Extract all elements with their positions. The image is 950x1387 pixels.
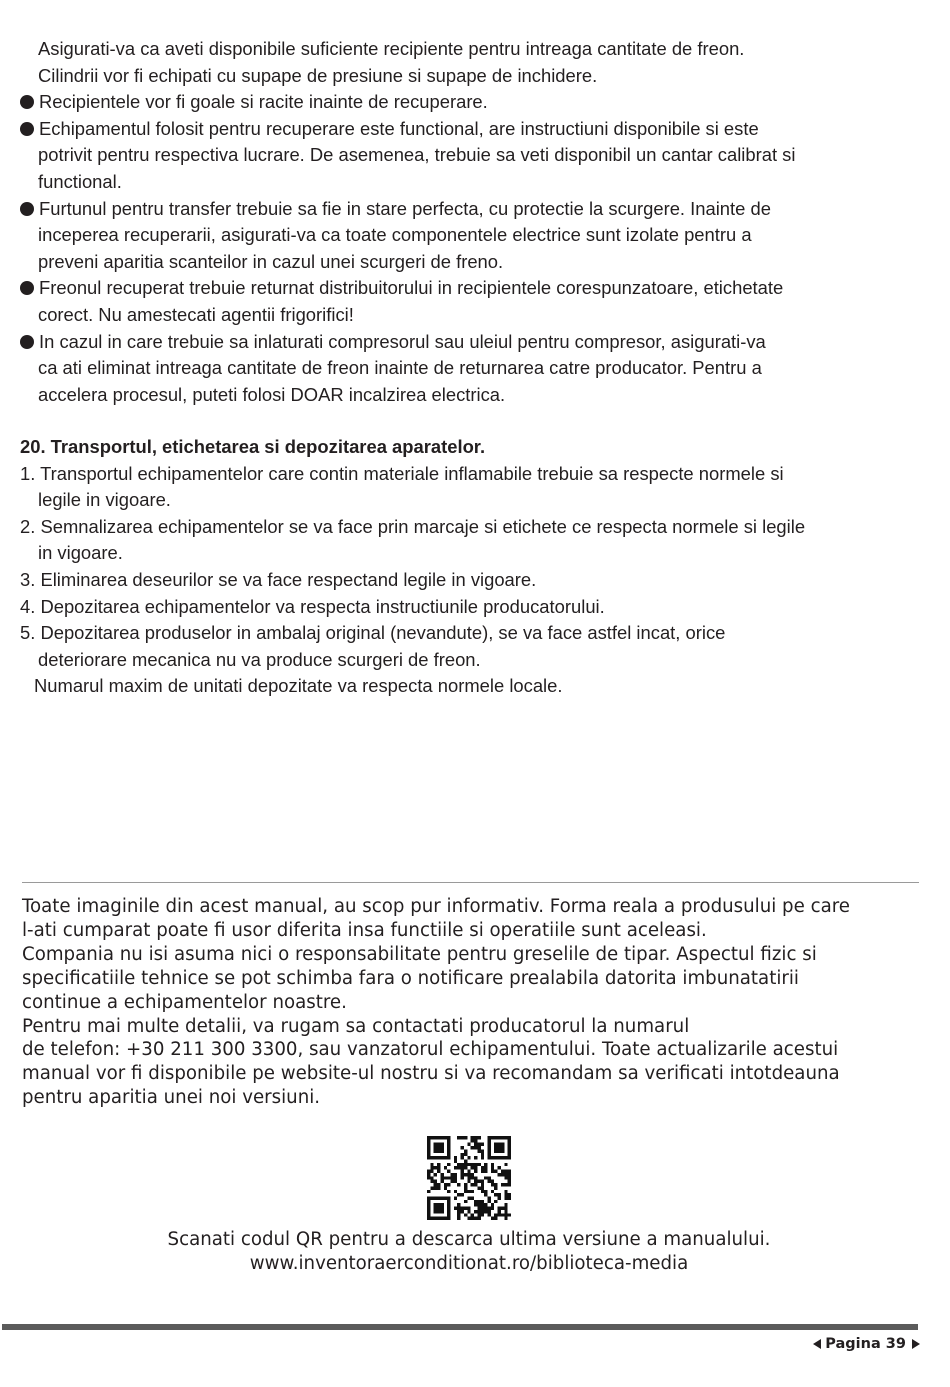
numbered-item: 4. Depozitarea echipamentelor va respecta instructiunile producatorului. <box>20 595 605 617</box>
section-heading: 20. Transportul, etichetarea si depozitarea aparatelor. <box>20 436 486 457</box>
qr-code-icon[interactable] <box>427 1136 511 1220</box>
bullet-continuation: accelera procesul, puteti folosi DOAR incalzirea electrica. <box>38 383 506 405</box>
qr-caption-block <box>0 1228 938 1276</box>
bullet-dot-icon <box>20 335 34 349</box>
bullet-item: Freonul recuperat trebuie returnat distribuitorului in recipientele corespunzatoare, etichetate <box>20 275 920 302</box>
footer-bar <box>2 1324 918 1330</box>
intro-line: Cilindrii vor fi echipati cu supape de presiune si supape de inchidere. <box>38 64 598 86</box>
next-arrow-icon <box>912 1339 920 1349</box>
bullet-continuation: corect. Nu amestecati agentii frigorifici! <box>38 303 354 325</box>
numbered-item-continuation: in vigoare. <box>38 542 123 564</box>
disclaimer-line: l-ati cumparat poate fi usor diferita insa functiile si operatiile sunt aceleasi. <box>22 919 707 941</box>
numbered-item: 1. Transportul echipamentelor care contin materiale inflamabile trebuie sa respecte normele si <box>20 462 784 484</box>
disclaimer-line: Toate imaginile din acest manual, au scop pur informativ. Forma reala a produsului pe care <box>22 896 850 917</box>
bullet-dot-icon <box>20 122 34 136</box>
intro-line: Asigurati-va ca aveti disponibile suficiente recipiente pentru intreaga cantitate de freon. <box>38 38 745 59</box>
refrigerant-recovery-text <box>20 36 920 408</box>
numbered-item: 2. Semnalizarea echipamentelor se va face prin marcaje si etichete ce respecta normele si legile <box>20 515 806 537</box>
page-indicator <box>813 1332 920 1356</box>
disclaimer-line: specificatiile tehnice se pot schimba fara o notificare prealabila datorita imbunatatirii <box>22 967 799 989</box>
bullet-item: In cazul in care trebuie sa inlaturati compresorul sau uleiul pentru compresor, asigurati-va <box>20 329 920 356</box>
qr-caption: Scanati codul QR pentru a descarca ultima versiune a manualului. <box>167 1229 771 1250</box>
bullet-dot-icon <box>20 202 34 216</box>
disclaimer-line: continue a echipamentelor noastre. <box>22 991 347 1013</box>
disclaimer-line: manual vor fi disponibile pe website-ul nostru si va recomandam sa verificati intotdeauna <box>22 1063 840 1085</box>
numbered-item: 5. Depozitarea produselor in ambalaj original (nevandute), se va face astfel incat, orice <box>20 622 726 644</box>
bullet-item: Furtunul pentru transfer trebuie sa fie in stare perfecta, cu protectie la scurgere. Inainte de <box>20 196 920 223</box>
numbered-item-continuation: legile in vigoare. <box>38 489 171 511</box>
numbered-item: 3. Eliminarea deseurilor se va face respectand legile in vigoare. <box>20 568 537 590</box>
bullet-item: Recipientele vor fi goale si racite inainte de recuperare. <box>20 89 920 116</box>
disclaimer-line: pentru aparitia unei noi versiuni. <box>22 1087 321 1109</box>
prev-arrow-icon <box>813 1339 821 1349</box>
disclaimer-line: de telefon: +30 211 300 3300, sau vanzatorul echipamentului. Toate actualizarile acestui <box>22 1039 839 1061</box>
bullet-dot-icon <box>20 95 34 109</box>
bullet-item: Echipamentul folosit pentru recuperare este functional, are instructiuni disponibile si este <box>20 116 920 143</box>
bullet-continuation: inceperea recuperarii, asigurati-va ca toate componentele electrice sunt izolate pentru a <box>38 224 752 246</box>
bullet-continuation: preveni aparitia scanteilor in cazul unei scurgeri de freno. <box>38 250 504 272</box>
manual-url-link[interactable]: www.inventoraerconditionat.ro/biblioteca-media <box>249 1253 689 1274</box>
storage-note: Numarul maxim de unitati depozitate va respecta normele locale. <box>34 675 563 697</box>
bullet-continuation: functional. <box>38 170 122 192</box>
section-20 <box>20 434 925 700</box>
page-number: Pagina 39 <box>825 1336 906 1352</box>
disclaimer-line: Pentru mai multe detalii, va rugam sa contactati producatorul la numarul <box>22 1015 690 1037</box>
divider <box>22 882 919 883</box>
numbered-item-continuation: deteriorare mecanica nu va produce scurgeri de freon. <box>38 648 481 670</box>
bullet-dot-icon <box>20 281 34 295</box>
disclaimer-text <box>22 895 922 1110</box>
disclaimer-line: Compania nu isi asuma nici o responsabilitate pentru greselile de tipar. Aspectul fizic si <box>22 943 817 965</box>
bullet-continuation: potrivit pentru respectiva lucrare. De asemenea, trebuie sa veti disponibil un cantar calibrat si <box>38 144 796 166</box>
bullet-continuation: ca ati eliminat intreaga cantitate de freon inainte de returnarea catre producator. Pentru a <box>38 357 762 379</box>
